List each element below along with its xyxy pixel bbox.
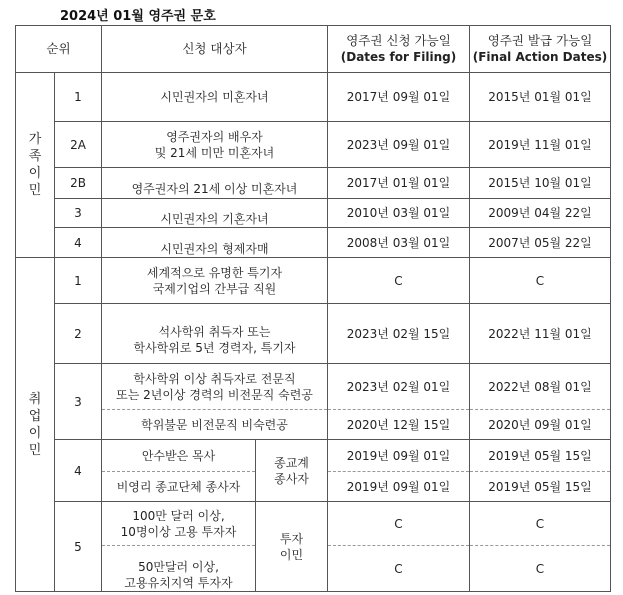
header-target: 신청 대상자 [102, 26, 328, 73]
header-row [16, 26, 611, 73]
final-date: 2019년 05월 15일 [470, 440, 611, 472]
table-row [16, 502, 611, 546]
target-cell: 학위불문 비전문직 비숙련공 [102, 410, 328, 440]
filing-date: 2010년 03월 01일 [328, 199, 470, 228]
final-date: 2020년 09월 01일 [470, 410, 611, 440]
family-category: 가 족 이 민 [16, 73, 55, 258]
final-date: 2015년 10월 01일 [470, 168, 611, 199]
header-rank: 순위 [16, 26, 102, 73]
header-filing-en: (Dates for Filing) [340, 50, 457, 64]
filing-date: 2023년 02월 01일 [328, 364, 470, 410]
final-date: 2019년 05월 15일 [470, 472, 611, 502]
table-row [16, 258, 611, 304]
target-cell: 영주권자의 배우자 및 21세 미만 미혼자녀 [102, 122, 328, 168]
group-cell: 투자 이민 [256, 502, 328, 592]
final-date: 2009년 04월 22일 [470, 199, 611, 228]
header-filing [328, 26, 470, 73]
target-cell: 석사학위 취득자 또는 학사학위로 5년 경력자, 특기자 [102, 304, 328, 364]
rank-cell: 3 [55, 199, 102, 228]
table-row [16, 73, 611, 122]
table-row [16, 410, 611, 440]
rank-cell: 2B [55, 168, 102, 199]
filing-date: 2023년 02월 15일 [328, 304, 470, 364]
filing-date: C [328, 502, 470, 546]
rank-cell: 1 [55, 258, 102, 304]
final-date: 2007년 05월 22일 [470, 228, 611, 258]
filing-date: 2019년 09월 01일 [328, 440, 470, 472]
target-cell: 세계적으로 유명한 특기자 국제기업의 간부급 직원 [102, 258, 328, 304]
target-cell: 비영리 종교단체 종사자 [102, 472, 256, 502]
rank-cell: 3 [55, 364, 102, 440]
target-cell: 영주권자의 21세 이상 미혼자녀 [102, 168, 328, 199]
target-cell: 100만 달러 이상, 10명이상 고용 투자자 [102, 502, 256, 546]
header-filing-ko: 영주권 신청 가능일 [346, 33, 451, 48]
final-date: C [470, 258, 611, 304]
header-final-en: (Final Action Dates) [472, 50, 608, 64]
rank-cell: 1 [55, 73, 102, 122]
rank-cell: 4 [55, 440, 102, 502]
final-date: 2022년 08월 01일 [470, 364, 611, 410]
filing-date: 2023년 09월 01일 [328, 122, 470, 168]
employment-category: 취 업 이 민 [16, 258, 55, 592]
filing-date: 2019년 09월 01일 [328, 472, 470, 502]
header-final [470, 26, 611, 73]
target-cell: 50만달러 이상, 고용유치지역 투자자 [102, 546, 256, 592]
visa-bulletin-table [15, 25, 611, 592]
table-row [16, 122, 611, 168]
header-final-ko: 영주권 발급 가능일 [487, 33, 593, 48]
group-cell: 종교계 종사자 [256, 440, 328, 502]
filing-date: 2017년 01월 01일 [328, 168, 470, 199]
final-date: C [470, 502, 611, 546]
filing-date: C [328, 258, 470, 304]
table-row [16, 364, 611, 410]
table-row [16, 168, 611, 199]
rank-cell: 4 [55, 228, 102, 258]
target-cell: 시민권자의 미혼자녀 [102, 73, 328, 122]
filing-date: 2020년 12월 15일 [328, 410, 470, 440]
table-row [16, 440, 611, 472]
target-cell: 학사학위 이상 취득자로 전문직 또는 2년이상 경력의 비전문직 숙련공 [102, 364, 328, 410]
final-date: 2019년 11월 01일 [470, 122, 611, 168]
filing-date: 2017년 09월 01일 [328, 73, 470, 122]
table-row [16, 199, 611, 228]
filing-date: C [328, 546, 470, 592]
page-title: 2024년 01월 영주권 문호 [60, 9, 216, 24]
final-date: 2015년 01월 01일 [470, 73, 611, 122]
rank-cell: 2A [55, 122, 102, 168]
table-row [16, 228, 611, 258]
rank-cell: 5 [55, 502, 102, 592]
target-cell: 안수받은 목사 [102, 440, 256, 472]
final-date: C [470, 546, 611, 592]
filing-date: 2008년 03월 01일 [328, 228, 470, 258]
table-row [16, 304, 611, 364]
final-date: 2022년 11월 01일 [470, 304, 611, 364]
target-cell: 시민권자의 형제자매 [102, 228, 328, 258]
rank-cell: 2 [55, 304, 102, 364]
target-cell: 시민권자의 기혼자녀 [102, 199, 328, 228]
